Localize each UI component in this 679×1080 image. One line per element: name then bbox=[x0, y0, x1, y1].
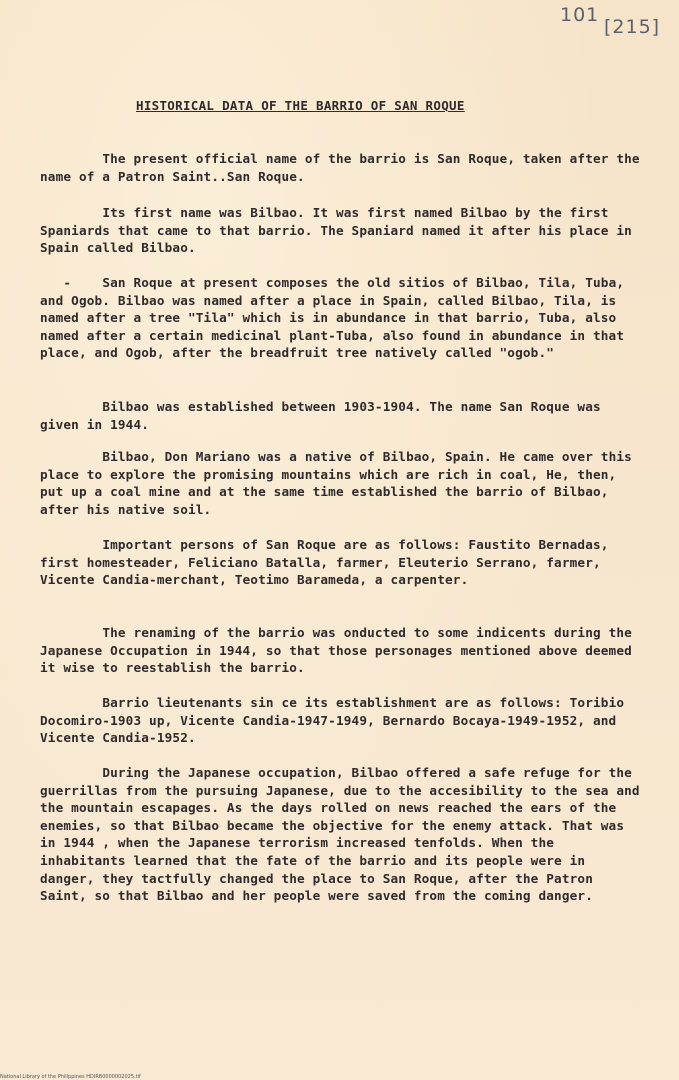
paragraph-sitios: - San Roque at present composes the old sitios of Bilbao, Tila, Tuba, and Ogob. Bilbao was named after a place in Spain, called Bilbao, Tila, is named after a tree "Tila" which is in abundance in that barrio, Tuba, also named after a certain medicinal plant-Tuba, also found in abundance in that place, and Ogob, after the breadfruit tree natively called "ogob." bbox=[40, 275, 632, 361]
paragraph-lieutenants: Barrio lieutenants sin ce its establishment are as follows: Toribio Docomiro-1903 up, Vicente Candia-1947-1949, Bernardo Bocaya-1949-1952, and Vicente Candia-1952. bbox=[40, 695, 632, 746]
document-title: HISTORICAL DATA OF THE BARRIO OF SAN ROQUE bbox=[136, 98, 465, 113]
paragraph-japanese-occupation: During the Japanese occupation, Bilbao offered a safe refuge for the guerrillas from the pursuing Japanese, due to the accesibility to the sea and the mountain escapages. As the days rolled on news reached the ears of the enemies, so that Bilbao became the objective for the enemy attack. That was in 1944 , when the Japanese terrorism increased tenfolds. When the inhabitants learned that the fate of the barrio and its people were in danger, they tactfully changed the place to San Roque, after the Patron Saint, so that Bilbao and her people were saved from the coming danger. bbox=[40, 765, 648, 904]
paragraph-established: Bilbao was established between 1903-1904. The name San Roque was given in 1944. bbox=[40, 399, 609, 432]
paragraph-official-name: The present official name of the barrio is San Roque, taken after the name of a Patron Saint..San Roque. bbox=[40, 151, 648, 184]
archive-footer: National Library of the Philippines HDIRB0000002025.tif bbox=[0, 1074, 141, 1080]
paragraph-don-mariano: Bilbao, Don Mariano was a native of Bilbao, Spain. He came over this place to explore the promising mountains which are rich in coal, He, then, put up a coal mine and at the same time established the barrio of Bilbao, after his native soil. bbox=[40, 449, 640, 517]
bracketed-page-number: [215] bbox=[604, 16, 661, 38]
handwritten-page-number: 101 bbox=[560, 4, 600, 26]
paragraph-first-name: Its first name was Bilbao. It was first named Bilbao by the first Spaniards that came to that barrio. The Spaniard named it after his place in Spain called Bilbao. bbox=[40, 205, 640, 256]
paragraph-important-persons: Important persons of San Roque are as follows: Faustito Bernadas, first homesteader, Feliciano Batalla, farmer, Eleuterio Serrano, farmer, Vicente Candia-merchant, Teotimo Barameda, a carpenter. bbox=[40, 537, 617, 588]
paragraph-renaming: The renaming of the barrio was onducted to some indicents during the Japanese Occupation in 1944, so that those personages mentioned above deemed it wise to reestablish the barrio. bbox=[40, 625, 640, 676]
